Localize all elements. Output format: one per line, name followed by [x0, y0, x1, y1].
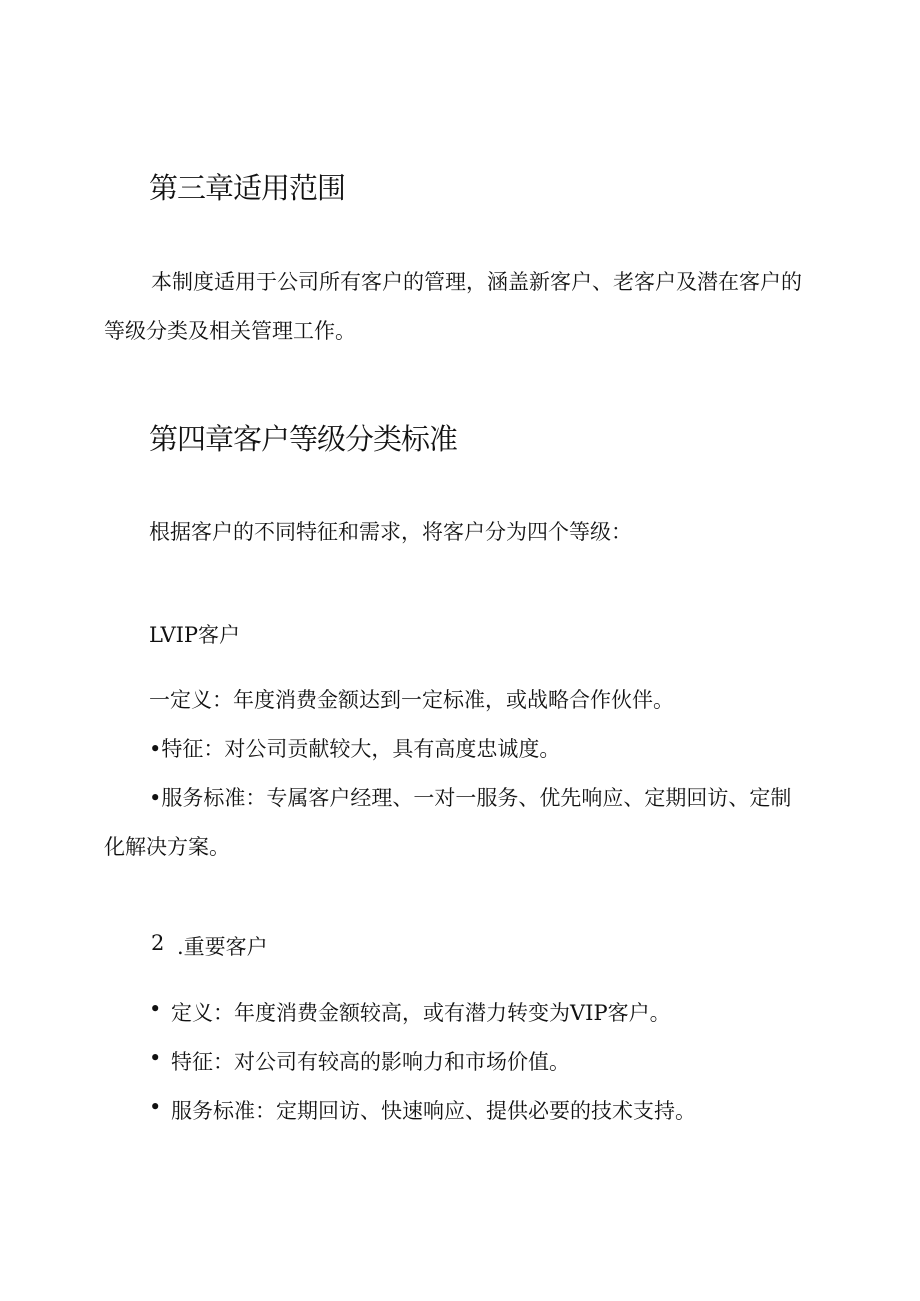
level2-feature: 特征：对公司有较高的影响力和市场价值。 [171, 1050, 570, 1074]
chapter3-title: 第三章适用范围 [149, 171, 346, 205]
level2-heading: .重要客户 [177, 935, 268, 959]
level2-definition: 定义：年度消费金额较高，或有潜力转变为VIP客户。 [171, 1001, 671, 1025]
level2-number: 2 [151, 931, 165, 955]
level2-service: 服务标准：定期回访、快速响应、提供必要的技术支持。 [171, 1099, 696, 1123]
level2-feature-bullet: • [149, 1046, 162, 1070]
level1-definition: 一定义：年度消费金额达到一定标准，或战略合作伙伴。 [149, 688, 674, 712]
chapter4-title: 第四章客户等级分类标准 [149, 422, 458, 456]
level1-heading: LVIP客户 [149, 623, 241, 647]
level1-service-line2: 化解决方案。 [104, 835, 230, 859]
chapter3-body-line2: 等级分类及相关管理工作。 [104, 319, 356, 343]
level1-service-line1: •服务标准：专属客户经理、一对一服务、优先响应、定期回访、定制 [149, 786, 792, 810]
chapter4-intro: 根据客户的不同特征和需求，将客户分为四个等级： [149, 520, 632, 544]
level2-definition-bullet: • [149, 997, 162, 1021]
level1-feature: •特征：对公司贡献较大，具有高度忠诚度。 [149, 737, 561, 761]
chapter3-body-line1: 本制度适用于公司所有客户的管理，涵盖新客户、老客户及潜在客户的 [151, 270, 802, 294]
level2-service-bullet: • [149, 1095, 162, 1119]
